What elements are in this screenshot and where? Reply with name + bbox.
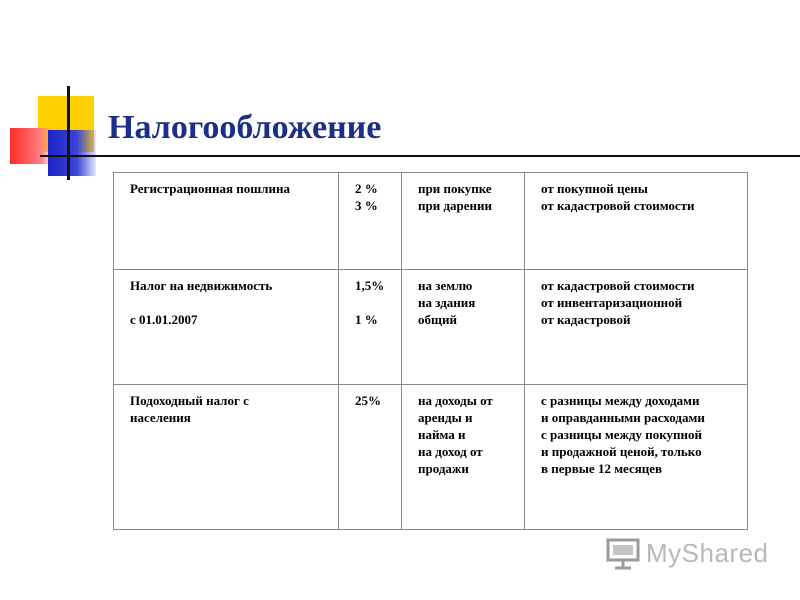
cell-line: Налог на недвижимость — [130, 278, 273, 293]
tax-base-cell — [525, 173, 748, 270]
cell-line: на доход от — [418, 444, 483, 459]
cell-line: найма и — [418, 427, 466, 442]
cell-gap — [130, 294, 332, 311]
tax-base-cell — [525, 385, 748, 530]
cell-line: на доходы от — [418, 393, 493, 408]
tax-table — [113, 172, 748, 530]
watermark-logo[interactable] — [606, 536, 769, 570]
cell-line: Регистрационная пошлина — [130, 181, 290, 196]
cell-line: 25% — [355, 393, 381, 408]
cell-line: от покупной цены — [541, 181, 648, 196]
tax-rate-cell — [339, 270, 402, 385]
cell-line: 2 % — [355, 181, 378, 196]
tax-rate-cell — [339, 385, 402, 530]
cell-line: 3 % — [355, 198, 378, 213]
cell-line: при дарении — [418, 198, 493, 213]
tax-name-cell — [114, 270, 339, 385]
decor-vertical-line — [67, 86, 70, 180]
table-row — [114, 270, 748, 385]
tax-name-cell — [114, 173, 339, 270]
cell-line: Подоходный налог с — [130, 393, 249, 408]
tax-base-cell — [525, 270, 748, 385]
presentation-board-icon — [606, 536, 640, 570]
tax-name-cell — [114, 385, 339, 530]
cell-line: и оправданными расходами — [541, 410, 705, 425]
watermark-text: MyShared — [646, 537, 769, 568]
cell-gap — [355, 294, 395, 311]
cell-line: с 01.01.2007 — [130, 312, 198, 327]
title-underline — [40, 155, 800, 157]
cell-line: на землю — [418, 278, 473, 293]
cell-line: 1,5% — [355, 278, 385, 293]
slide-title: Налогообложение — [108, 109, 382, 146]
cell-line: общий — [418, 312, 457, 327]
table-row — [114, 173, 748, 270]
cell-line: с разницы между покупной — [541, 427, 702, 442]
tax-rate-cell — [339, 173, 402, 270]
cell-line: аренды и — [418, 410, 473, 425]
tax-basis-cell — [402, 385, 525, 530]
table-row — [114, 385, 748, 530]
cell-line: и продажной ценой, только — [541, 444, 702, 459]
cell-line: при покупке — [418, 181, 492, 196]
cell-line: в первые 12 месяцев — [541, 461, 663, 476]
cell-line: от инвентаризационной — [541, 295, 683, 310]
cell-line: с разницы между доходами — [541, 393, 700, 408]
tax-basis-cell — [402, 173, 525, 270]
tax-basis-cell — [402, 270, 525, 385]
cell-line: на здания — [418, 295, 476, 310]
cell-line: продажи — [418, 461, 469, 476]
cell-line: 1 % — [355, 312, 378, 327]
cell-line: от кадастровой стоимости — [541, 198, 695, 213]
cell-line: населения — [130, 410, 191, 425]
cell-line: от кадастровой стоимости — [541, 278, 695, 293]
decor-blue-square — [48, 130, 96, 176]
cell-line: от кадастровой — [541, 312, 631, 327]
